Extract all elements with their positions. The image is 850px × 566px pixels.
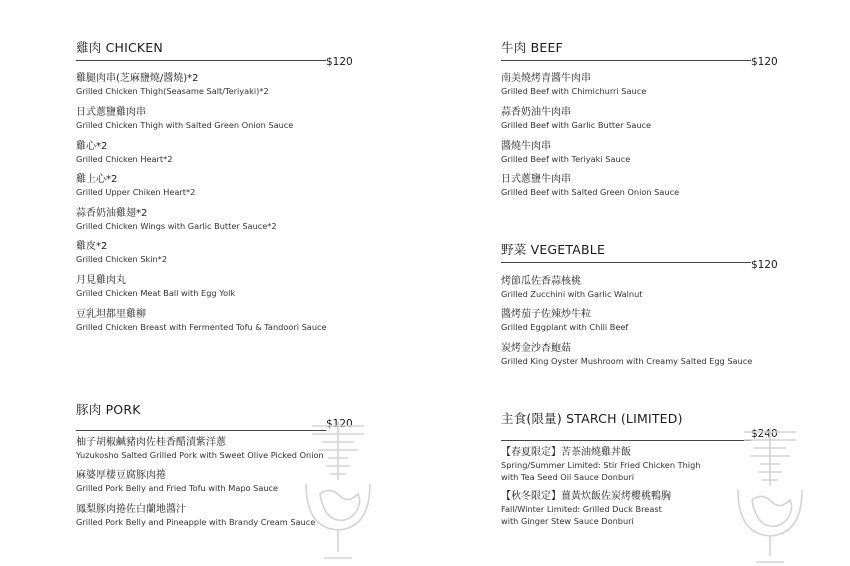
item-en: Grilled Chicken Meat Ball with Egg Yolk xyxy=(76,288,236,298)
menu-item xyxy=(501,446,831,483)
beef-rule xyxy=(501,60,751,61)
item-en: Grilled Chicken Thigh with Salted Green Onion Sauce xyxy=(76,120,294,130)
pork-title: 豚肉 PORK xyxy=(76,402,141,417)
menu-item xyxy=(76,274,406,299)
menu-item xyxy=(76,469,406,494)
item-zh: 醬烤茄子佐辣炒牛粒 xyxy=(501,309,591,320)
vegetable-title: 野菜 VEGETABLE xyxy=(501,242,606,257)
item-en: Yuzukosho Salted Grilled Pork with Sweet Olive Picked Onion xyxy=(76,450,324,460)
item-en: Grilled Beef with Teriyaki Sauce xyxy=(501,154,631,164)
item-en: Spring/Summer Limited: Stir Fried Chicken Thigh xyxy=(501,460,701,470)
item-zh: 雞上心*2 xyxy=(76,174,118,185)
item-en: Grilled Chicken Heart*2 xyxy=(76,154,173,164)
menu-item xyxy=(76,308,406,333)
menu-item xyxy=(501,275,831,300)
vegetable-rule xyxy=(501,262,751,263)
item-zh: 雞腿肉串(芝麻鹽燒/醬燒)*2 xyxy=(76,73,199,84)
menu-item xyxy=(76,106,406,131)
item-en: Grilled Chicken Skin*2 xyxy=(76,254,168,264)
menu-item xyxy=(76,207,406,232)
item-zh: 日式蔥鹽雞肉串 xyxy=(76,107,146,118)
pork-rule xyxy=(76,430,326,431)
menu-item xyxy=(501,72,831,97)
chicken-rule xyxy=(76,60,326,61)
item-zh: 豆乳坦都里雞柳 xyxy=(76,309,146,320)
menu-item xyxy=(501,173,831,198)
item-zh: 鳳梨豚肉捲佐白蘭地醬汁 xyxy=(76,504,186,515)
item-en: Grilled Beef with Garlic Butter Sauce xyxy=(501,120,652,130)
item-zh: 麻婆厚棲豆腐豚肉捲 xyxy=(76,470,166,481)
menu-item xyxy=(76,240,406,265)
beef-price: $120 xyxy=(751,56,778,68)
chicken-price: $120 xyxy=(326,56,353,68)
item-zh: 蒜香奶油牛肉串 xyxy=(501,107,571,118)
item-en: Grilled Pork Belly and Fried Tofu with Mapo Sauce xyxy=(76,483,279,493)
item-en: Grilled Chicken Thigh(Seasame Salt/Teriyaki)*2 xyxy=(76,86,269,96)
item-en: Grilled Chicken Breast with Fermented Tofu & Tandoori Sauce xyxy=(76,322,327,332)
item-en: Grilled Zucchini with Garlic Walnut xyxy=(501,289,643,299)
menu-item xyxy=(501,490,831,527)
item-en: Grilled Beef with Salted Green Onion Sauce xyxy=(501,187,680,197)
starch-rule xyxy=(501,440,751,441)
item-en: Grilled King Oyster Mushroom with Creamy Salted Egg Sauce xyxy=(501,356,753,366)
menu-item xyxy=(76,173,406,198)
item-zh: 日式蔥鹽牛肉串 xyxy=(501,174,571,185)
menu-item xyxy=(501,308,831,333)
item-en-line2: with Tea Seed Oil Sauce Donburi xyxy=(501,472,634,482)
item-en: Grilled Eggplant with Chili Beef xyxy=(501,322,629,332)
item-en: Grilled Pork Belly and Pineapple with Brandy Cream Sauce xyxy=(76,517,316,527)
menu-item xyxy=(76,503,406,528)
chicken-title: 雞肉 CHICKEN xyxy=(76,40,163,55)
starch-price: $240 xyxy=(751,428,778,440)
pork-price: $120 xyxy=(326,418,353,430)
item-zh: 月見雞肉丸 xyxy=(76,275,126,286)
menu-item xyxy=(76,436,406,461)
item-zh: 烤節瓜佐香蒜核桃 xyxy=(501,276,581,287)
item-zh: 蒜香奶油雞翅*2 xyxy=(76,208,148,219)
menu-item xyxy=(76,140,406,165)
item-en: Grilled Beef with Chimichurri Sauce xyxy=(501,86,647,96)
item-en-line2: with Ginger Stew Sauce Donburi xyxy=(501,516,634,526)
item-zh: 雞心*2 xyxy=(76,141,108,152)
item-zh: 雞皮*2 xyxy=(76,241,108,252)
item-zh: 【春夏限定】苦茶油燒雞丼飯 xyxy=(501,447,631,458)
menu-item xyxy=(76,72,406,97)
menu-item xyxy=(501,342,831,367)
item-zh: 炭烤金沙杏鮑菇 xyxy=(501,343,571,354)
starch-title: 主食(限量) STARCH (LIMITED) xyxy=(501,411,683,426)
menu-item xyxy=(501,140,831,165)
item-en: Fall/Winter Limited: Grilled Duck Breast xyxy=(501,504,662,514)
item-en: Grilled Upper Chiken Heart*2 xyxy=(76,187,196,197)
item-zh: 醬燒牛肉串 xyxy=(501,141,551,152)
item-zh: 柚子胡椒鹹豬肉佐桂香醋漬紫洋蔥 xyxy=(76,437,226,448)
vegetable-price: $120 xyxy=(751,259,778,271)
item-zh: 【秋冬限定】薑黃炊飯佐炭烤櫻桃鴨胸 xyxy=(501,491,671,502)
beef-title: 牛肉 BEEF xyxy=(501,40,563,55)
item-zh: 南美燒烤青醬牛肉串 xyxy=(501,73,591,84)
item-en: Grilled Chicken Wings with Garlic Butter Sauce*2 xyxy=(76,221,277,231)
menu-item xyxy=(501,106,831,131)
